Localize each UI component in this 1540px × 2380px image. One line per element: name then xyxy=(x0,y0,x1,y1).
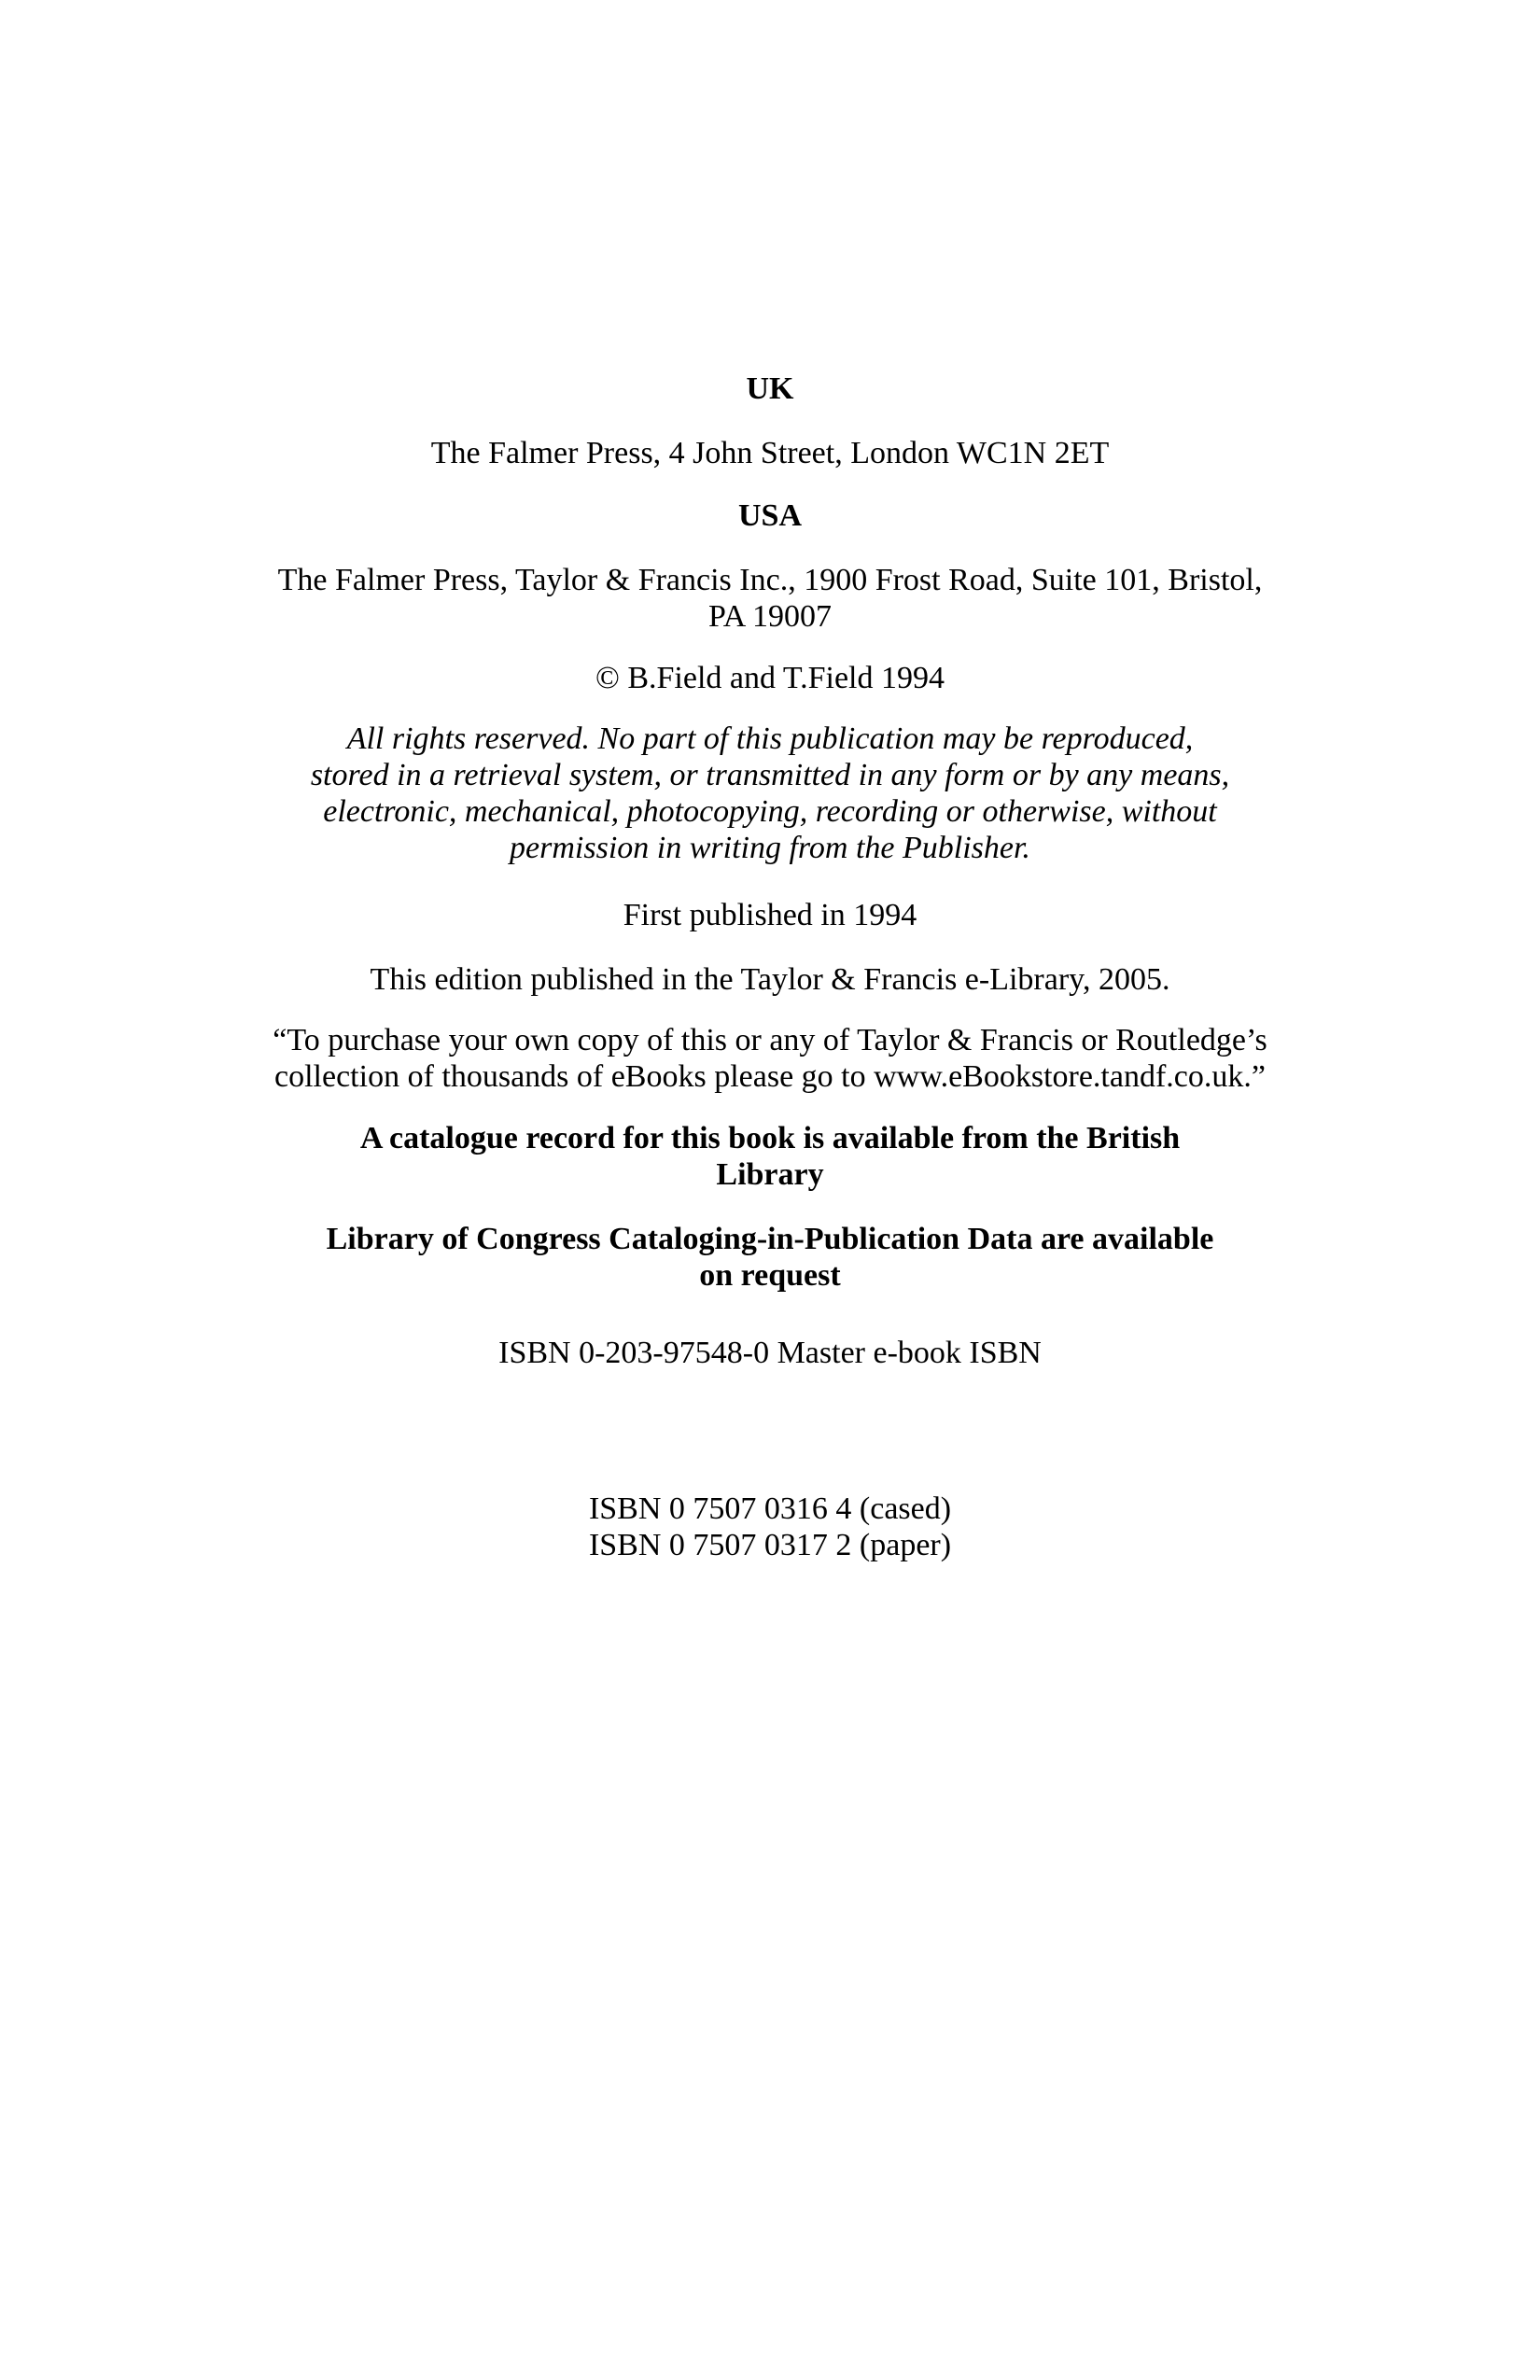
purchase-note xyxy=(205,1022,1335,1095)
isbn-master: ISBN 0-203-97548-0 Master e-book ISBN xyxy=(498,1336,1042,1370)
british-library-line: Library xyxy=(716,1157,824,1192)
loc-line: Library of Congress Cataloging-in-Publication Data are available xyxy=(326,1222,1214,1256)
usa-address xyxy=(205,562,1335,635)
british-library-line: A catalogue record for this book is available from the British xyxy=(359,1121,1181,1155)
edition-note: This edition published in the Taylor & Francis e-Library, 2005. xyxy=(370,962,1170,997)
uk-heading: UK xyxy=(746,371,794,406)
first-published: First published in 1994 xyxy=(623,898,917,932)
copyright-notice: © B.Field and T.Field 1994 xyxy=(595,661,945,695)
rights-line: electronic, mechanical, photocopying, recording or otherwise, without xyxy=(323,794,1217,829)
isbn-cased: ISBN 0 7507 0316 4 (cased) xyxy=(588,1491,952,1526)
rights-statement xyxy=(205,721,1335,866)
rights-line: All rights reserved. No part of this publication may be reproduced, xyxy=(346,721,1194,756)
uk-address: The Falmer Press, 4 John Street, London WC1N 2ET xyxy=(430,436,1110,470)
usa-heading: USA xyxy=(737,498,803,533)
rights-line: stored in a retrieval system, or transmitted in any form or by any means, xyxy=(310,758,1230,792)
loc-note xyxy=(205,1221,1335,1294)
usa-address-line: PA 19007 xyxy=(708,599,832,634)
british-library-note xyxy=(205,1120,1335,1193)
rights-line: permission in writing from the Publisher. xyxy=(510,831,1030,865)
isbn-paper: ISBN 0 7507 0317 2 (paper) xyxy=(588,1528,952,1562)
loc-line: on request xyxy=(699,1258,841,1293)
purchase-line: collection of thousands of eBooks please go to www.eBookstore.tandf.co.uk.” xyxy=(274,1059,1266,1094)
usa-address-line: The Falmer Press, Taylor & Francis Inc., 1900 Frost Road, Suite 101, Bristol, xyxy=(277,563,1263,597)
isbn-print xyxy=(205,1491,1335,1563)
purchase-line: “To purchase your own copy of this or any of Taylor & Francis or Routledge’s xyxy=(273,1023,1267,1057)
